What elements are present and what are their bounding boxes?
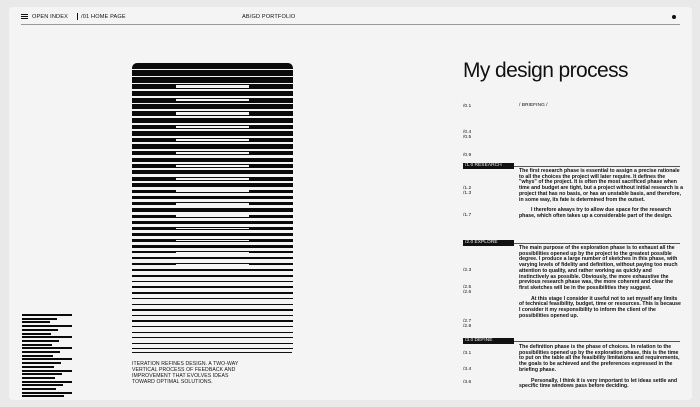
stripe [132, 348, 293, 349]
stripe [132, 326, 293, 327]
small-stripe [22, 314, 72, 316]
small-stripe-cutout [53, 355, 72, 357]
index-label: /2.7 /2.8 [463, 319, 472, 330]
paragraph: The first research phase is essential to assign a precise rationale to all the choices the project will later require. It defines the "whys" of the project. It is often the most sacrificed phase when time and budget are tight, but a project without initial research is a project that has no basis, or has an unstable basis, and therefore, in some way, its fate is determined from the outset. [519, 168, 684, 203]
stripe [132, 292, 293, 294]
small-stripe [22, 347, 72, 349]
section-tag: /1.0 RESEARCH [463, 163, 514, 169]
stripe [132, 315, 293, 316]
stripe [132, 118, 293, 123]
caption-divider [132, 352, 292, 353]
stripe [132, 245, 293, 248]
small-stripe-cutout [50, 321, 72, 323]
index-label: /0.1 [463, 104, 472, 109]
index-label: /3.1 [463, 351, 472, 356]
stripe [132, 131, 293, 136]
stripe-cutout [176, 215, 249, 217]
stripe-cutout [176, 178, 249, 180]
paragraph: The main purpose of the exploration phase is to exhaust all the possibilities opened up by the project to the greatest possible degree. I produce a large number of sketches in this phase, with varying levels of fidelity and definition, without paying too much attention to quality, and rather working as quickly and instinctively as possible. Obviously, the more exhaustive the previous research phase was, the more coherent and clear the first sketches will be in the possibilities they suggest. [519, 245, 678, 291]
small-stripe-cutout [56, 388, 72, 390]
index-label: /2.5 /2.6 [463, 285, 472, 296]
stripe [132, 309, 293, 310]
breadcrumb[interactable]: / BRIEFING / [519, 103, 548, 108]
small-stripe-cutout [55, 377, 72, 379]
stripe [132, 208, 293, 211]
stripe [132, 281, 293, 283]
paragraph: At this stage I consider it useful not to set myself any limits of technical feasibility, budget, time or resources. This is because I consider it my responsibility to inform the client of the possibilities opened up. [519, 295, 681, 319]
stripe [132, 337, 293, 338]
stripe [132, 233, 293, 236]
iteration-stripes-graphic [132, 63, 293, 357]
stripe [132, 70, 293, 76]
index-label: /1.2 /1.3 [463, 186, 472, 197]
stripe-cutout [176, 264, 249, 265]
index-label: /0.4 /0.5 [463, 130, 472, 141]
section-body-define [519, 345, 683, 390]
stripe [132, 343, 293, 344]
portfolio-page [9, 7, 692, 400]
index-label: /2.3 [463, 268, 472, 273]
stripe [132, 286, 293, 288]
small-stripe [22, 381, 72, 383]
small-stripe [22, 370, 72, 372]
small-stripe [22, 392, 72, 394]
menu-icon[interactable] [21, 14, 28, 19]
small-stripe-cutout [52, 344, 72, 346]
stripe [132, 275, 293, 277]
stripe-cutout [176, 99, 249, 102]
stripe [132, 332, 293, 333]
hero-caption: ITERATION REFINES DESIGN. A TWO-WAY VERTICAL PROCESS OF FEEDBACK AND IMPROVEMENT THAT EVOLVES IDEAS TOWARD OPTIMAL SOLUTIONS. [132, 361, 239, 385]
section-rule [514, 166, 680, 167]
stripe [132, 257, 293, 259]
small-stripe-cutout [57, 318, 72, 320]
small-stripe [22, 336, 72, 338]
stripe [132, 196, 293, 199]
index-label: /1.7 [463, 213, 472, 218]
small-stripe-cutout [61, 362, 72, 364]
stripe [132, 320, 293, 321]
small-stripe-cutout [58, 329, 72, 331]
top-navigation-bar [9, 7, 692, 27]
stripe [132, 77, 293, 83]
stripe [132, 221, 293, 224]
nav-divider [77, 13, 78, 20]
stripe [132, 104, 293, 109]
stripe [132, 298, 293, 300]
home-page-link[interactable]: HOME PAGE [91, 14, 126, 20]
paragraph: The definition phase is the phase of choices. In relation to the possibilities opened up by the exploration phase, this is the time to put on the table all the feasibility limitations and requirements, the goals to be achieved and the preferences expressed in the briefing phase. [519, 344, 680, 373]
nav-page-number: /01 [81, 14, 90, 20]
stripe-cutout [176, 203, 249, 205]
stripe [132, 304, 293, 305]
index-label: /0.9 [463, 153, 472, 158]
small-stripes-graphic [22, 310, 72, 400]
stripe [132, 144, 293, 148]
portfolio-label: AB/GD PORTFOLIO [242, 14, 296, 20]
open-index-link[interactable]: OPEN INDEX [32, 14, 69, 20]
stripe [132, 183, 293, 187]
section-body-explore [519, 246, 683, 319]
small-stripe [22, 325, 72, 327]
stripe [132, 158, 293, 162]
section-tag: /2.0 EXPLORE [463, 240, 514, 246]
section-tag: /3.0 DEFINE [463, 338, 514, 344]
stripe [132, 63, 293, 69]
paragraph: Personally, I think it is very important to let ideas settle and specific time windows pass before deciding. [519, 377, 678, 390]
section-body-research [519, 169, 683, 220]
stripe-cutout [176, 139, 249, 141]
small-stripe-cutout [51, 333, 72, 335]
index-label: /3.6 [463, 380, 472, 385]
page-title: My design process [463, 59, 628, 82]
stripe-cutout [176, 165, 249, 167]
small-stripe-cutout [63, 384, 72, 386]
section-rule [514, 243, 680, 244]
stripe [132, 170, 293, 174]
stripe [132, 91, 293, 96]
stripe-cutout [176, 152, 249, 154]
stripe-cutout [176, 240, 249, 241]
stripe-cutout [176, 126, 249, 128]
stripe-cutout [176, 85, 249, 88]
small-stripe-cutout [54, 366, 72, 368]
paragraph: I therefore always try to allow due space for the research phase, which often takes up a considerable part of the design. [519, 207, 673, 219]
small-stripe-cutout [60, 351, 72, 353]
small-stripe [22, 358, 72, 360]
status-dot-icon [672, 15, 676, 19]
index-label: /3.4 [463, 367, 472, 372]
topbar-divider [21, 24, 680, 25]
small-stripe-cutout [62, 373, 72, 375]
stripe [132, 269, 293, 271]
small-stripe-cutout [64, 395, 72, 397]
stripe-cutout [176, 190, 249, 192]
stripe-cutout [176, 228, 249, 229]
section-rule [514, 341, 680, 342]
stripe-cutout [176, 112, 249, 114]
stripe-cutout [176, 252, 249, 253]
small-stripe-cutout [59, 340, 72, 342]
